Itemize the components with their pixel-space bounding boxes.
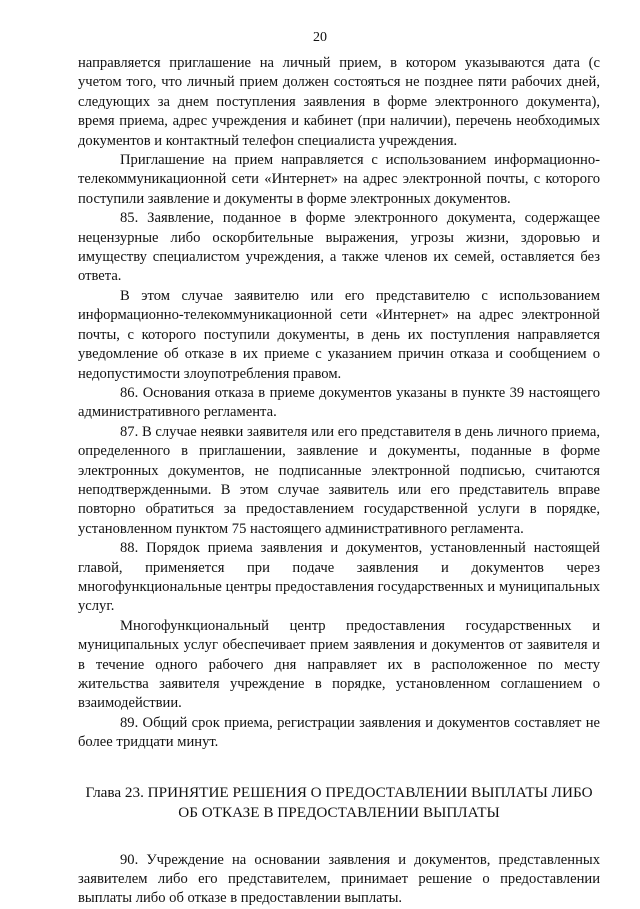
paragraph-item-87: 87. В случае неявки заявителя или его представителя в день личного приема, определенного в приглашении, заявление и документы, поданные в форме электронных документов, не подписанные электронной подписью, считаются неподтвержденными. В этом случае заявитель или его представитель вправе повторно обратиться за предоставлением государственной услуги в порядке, установленном пунктом 75 настоящего административного регламента. (78, 423, 600, 537)
chapter-heading (78, 783, 600, 823)
paragraph: В этом случае заявителю или его представителю с использованием информационно-телекоммуникационной сети «Интернет» на адрес электронной почты, с которого поступили документы, в день их поступления направляется уведомление об отказе в их приеме с указанием причин отказа и сообщением о недопустимости злоупотребления правом. (78, 287, 600, 382)
paragraph-item-90: 90. Учреждение на основании заявления и документов, представленных заявителем либо его представителем, принимает решение о предоставлении выплаты либо об отказе в предоставлении выплаты. (78, 851, 600, 907)
paragraph-item-85: 85. Заявление, поданное в форме электронного документа, содержащее нецензурные либо оскорбительные выражения, угрозы жизни, здоровью и имуществу специалистом учреждения, а также членов их семей, оставляется без ответа. (78, 210, 600, 285)
paragraph: Многофункциональный центр предоставления государственных и муниципальных услуг обеспечивает прием заявления и документов от заявителя и в течение одного рабочего дня направляет их в расположенное по месту жительства заявителя учреждение в порядке, установленном соглашением о взаимодействии. (78, 617, 600, 712)
chapter-heading-line: ОБ ОТКАЗЕ В ПРЕДОСТАВЛЕНИИ ВЫПЛАТЫ (178, 803, 500, 821)
paragraph: Приглашение на прием направляется с использованием информационно-телекоммуникационной сети «Интернет» на адрес электронной почты, с которого поступили заявление и документы в форме электронных документов. (78, 152, 600, 207)
paragraph-item-86: 86. Основания отказа в приеме документов указаны в пункте 39 настоящего административного регламента. (78, 384, 600, 421)
paragraph: направляется приглашение на личный прием, в котором указываются дата (с учетом того, что личный прием должен состояться не позднее пяти рабочих дней, следующих за днем поступления заявления в форме электронного документа), время приема, адрес учреждения и кабинет (при наличии), перечень необходимых документов и контактный телефон специалиста учреждения. (78, 55, 600, 149)
page-number: 20 (313, 30, 327, 45)
document-body (78, 54, 600, 909)
paragraph-item-88: 88. Порядок приема заявления и документов, установленный настоящей главой, применяется при подаче заявления и документов через многофункциональные центры предоставления государственных и муниципальных услуг. (78, 540, 600, 615)
chapter-heading-line: Глава 23. ПРИНЯТИЕ РЕШЕНИЯ О ПРЕДОСТАВЛЕНИИ ВЫПЛАТЫ ЛИБО (85, 783, 593, 801)
paragraph-item-89: 89. Общий срок приема, регистрации заявления и документов составляет не более тридцати минут. (78, 714, 600, 751)
